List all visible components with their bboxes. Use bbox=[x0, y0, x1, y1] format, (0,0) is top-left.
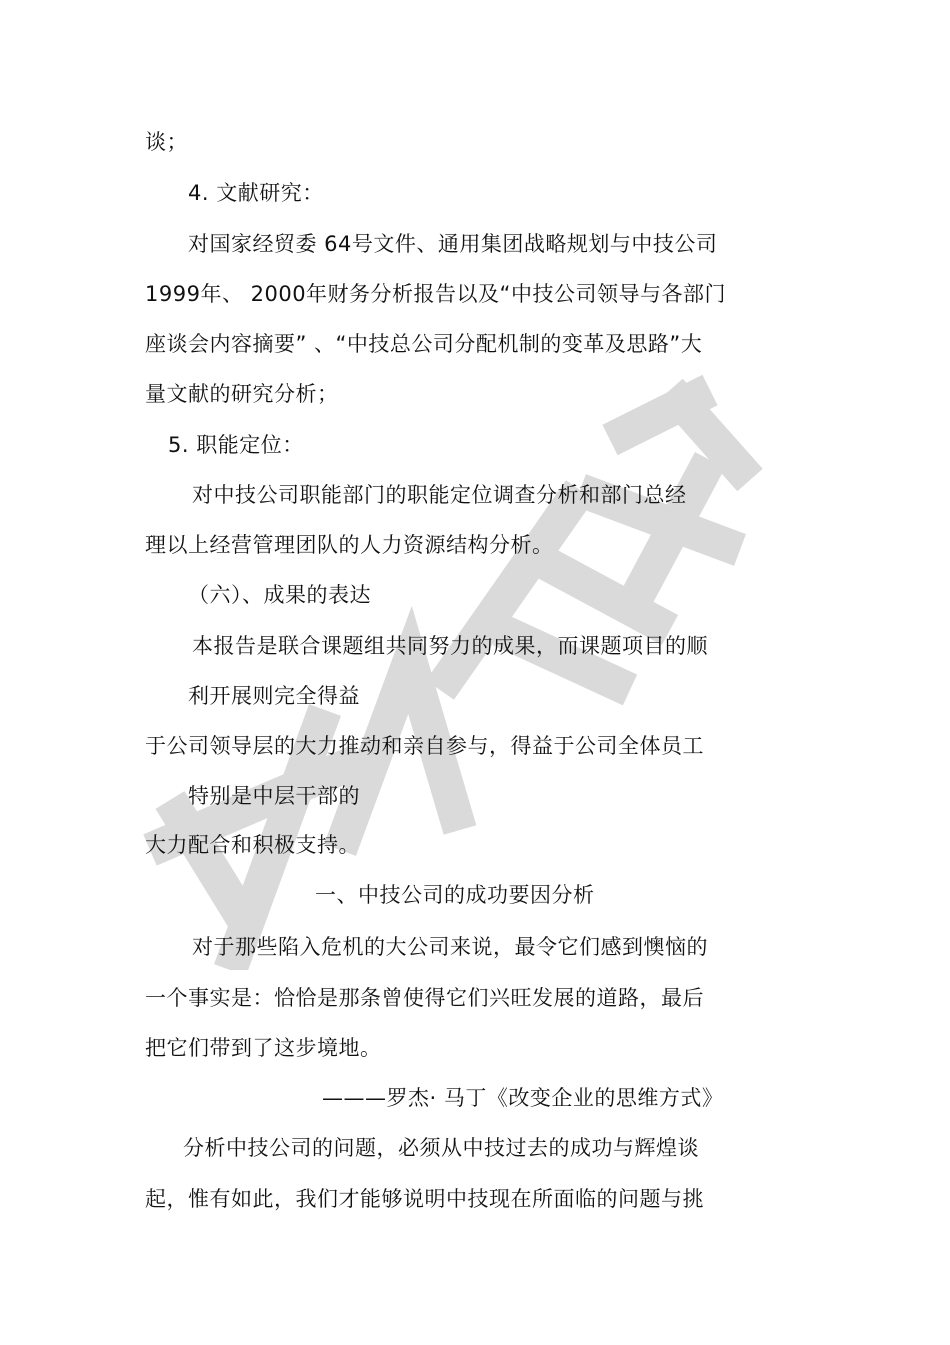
quote-line: 对于那些陷入危机的大公司来说，最令它们感到懊恼的 bbox=[192, 935, 708, 959]
text-line: 利开展则完全得益 bbox=[188, 684, 360, 708]
quote-attribution: ———罗杰· 马丁《改变企业的思维方式》 bbox=[322, 1086, 724, 1110]
text-line: 理以上经营管理团队的人力资源结构分析。 bbox=[145, 533, 554, 557]
text-line: 座谈会内容摘要” 、“中技总公司分配机制的变革及思路”大 bbox=[145, 332, 703, 356]
quote-line: 把它们带到了这步境地。 bbox=[145, 1036, 382, 1060]
quote-line: 一个事实是：恰恰是那条曾使得它们兴旺发展的道路，最后 bbox=[145, 986, 704, 1010]
text-line: 对中技公司职能部门的职能定位调查分析和部门总经 bbox=[192, 483, 687, 507]
section-heading: 5. 职能定位： bbox=[168, 433, 304, 457]
section-heading: （六）、成果的表达 bbox=[188, 583, 371, 607]
text-line: 于公司领导层的大力推动和亲自参与，得益于公司全体员工 bbox=[145, 734, 704, 758]
text-line: 大力配合和积极支持。 bbox=[145, 833, 360, 857]
text-line: 本报告是联合课题组共同努力的成果，而课题项目的顺 bbox=[192, 634, 708, 658]
text-line: 量文献的研究分析； bbox=[145, 382, 339, 406]
text-line: 分析中技公司的问题，必须从中技过去的成功与辉煌谈 bbox=[183, 1136, 699, 1160]
text-line: 1999年、 2000年财务分析报告以及“中技公司领导与各部门 bbox=[145, 282, 726, 306]
text-line: 谈； bbox=[145, 130, 188, 154]
chapter-heading: 一、中技公司的成功要因分析 bbox=[315, 883, 595, 907]
section-heading: 4. 文献研究： bbox=[188, 181, 324, 205]
text-line: 对国家经贸委 64号文件、通用集团战略规划与中技公司 bbox=[188, 232, 718, 256]
text-line: 特别是中层干部的 bbox=[188, 784, 360, 808]
text-line: 起，惟有如此，我们才能够说明中技现在所面临的问题与挑 bbox=[145, 1187, 704, 1211]
